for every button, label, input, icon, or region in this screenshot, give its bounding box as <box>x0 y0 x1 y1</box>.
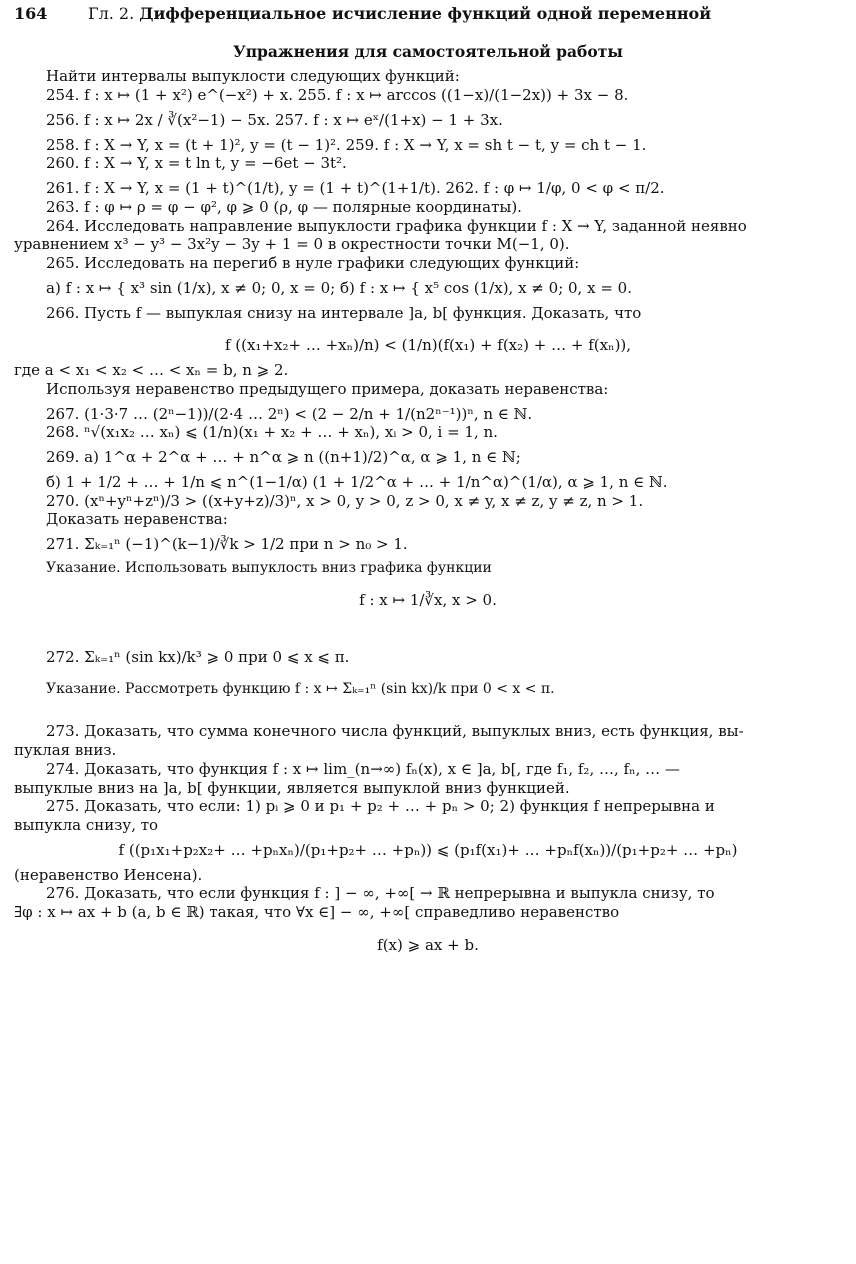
exercise-273-line2: пуклая вниз. <box>14 741 117 760</box>
exercise-256-257: 256. f : x ↦ 2x / ∛(x²−1) − 5x. 257. f : x ↦ eˣ/(1+x) − 1 + 3x. <box>46 110 503 129</box>
hint-271: Указание. Использовать выпуклость вниз графика функции <box>46 559 492 576</box>
exercise-268: 268. ⁿ√(x₁x₂ … xₙ) ⩽ (1/n)(x₁ + x₂ + … + xₙ), xᵢ > 0, i = 1, n. <box>46 423 498 442</box>
exercise-266: 266. Пусть f — выпуклая снизу на интервале ]a, b[ функция. Доказать, что <box>46 303 642 322</box>
exercise-274-line2: выпуклые вниз на ]a, b[ функции, является выпуклой вниз функцией. <box>14 778 570 797</box>
intro-text: Найти интервалы выпуклости следующих функций: <box>46 67 460 86</box>
exercise-273-line1: 273. Доказать, что сумма конечного числа функций, выпуклых вниз, есть функция, вы- <box>46 722 744 741</box>
exercise-276-line1: 276. Доказать, что если функция f : ] − ∞, +∞[ → ℝ непрерывна и выпукла снизу, то <box>46 884 715 903</box>
jensen-inequality: f ((p₁x₁+p₂x₂+ … +pₙxₙ)/(p₁+p₂+ … +pₙ)) ⩽ (p₁f(x₁)+ … +pₙf(xₙ))/(p₁+p₂+ … +pₙ) <box>118 840 738 859</box>
exercise-270: 270. (xⁿ+yⁿ+zⁿ)/3 > ((x+y+z)/3)ⁿ, x > 0, y > 0, z > 0, x ≠ y, x ≠ z, y ≠ z, n > 1. <box>46 491 644 510</box>
exercise-272: 272. Σₖ₌₁ⁿ (sin kx)/k³ ⩾ 0 при 0 ⩽ x ⩽ π. <box>46 648 350 667</box>
exercise-258-259: 258. f : X → Y, x = (t + 1)², y = (t − 1)². 259. f : X → Y, x = sh t − t, y = ch t − 1. <box>46 135 647 154</box>
exercise-267: 267. (1·3·7 … (2ⁿ−1))/(2·4 … 2ⁿ) < (2 − 2/n + 1/(n2ⁿ⁻¹))ⁿ, n ∈ ℕ. <box>46 404 533 423</box>
chapter-prefix: Гл. 2. <box>88 4 135 23</box>
exercise-265-cases: а) f : x ↦ { x³ sin (1/x), x ≠ 0; 0, x = 0; б) f : x ↦ { x⁵ cos (1/x), x ≠ 0; 0, x = 0. <box>46 278 632 297</box>
exercise-274-line1: 274. Доказать, что функция f : x ↦ lim_(n→∞) fₙ(x), x ∈ ]a, b[, где f₁, f₂, …, fₙ, … — <box>46 759 680 778</box>
exercise-266-inequality: f ((x₁+x₂+ … +xₙ)/n) < (1/n)(f(x₁) + f(x₂) + … + f(xₙ)), <box>224 336 632 355</box>
page-header <box>14 4 842 32</box>
exercise-264-line1: 264. Исследовать направление выпуклости графика функции f : X → Y, заданной неявно <box>46 216 747 235</box>
exercise-263: 263. f : φ ↦ ρ = φ − φ², φ ⩾ 0 (ρ, φ — полярные координаты). <box>46 197 522 216</box>
chapter-title: Дифференциальное исчисление функций одной переменной <box>139 4 712 23</box>
hint-272: Указание. Рассмотреть функцию f : x ↦ Σₖ₌₁ⁿ (sin kx)/k при 0 < x < π. <box>46 680 555 697</box>
exercise-269b: б) 1 + 1/2 + … + 1/n ⩽ n^(1−1/α) (1 + 1/2^α + … + 1/n^α)^(1/α), α ⩾ 1, n ∈ ℕ. <box>46 472 668 491</box>
exercise-276-line2: ∃φ : x ↦ ax + b (a, b ∈ ℝ) такая, что ∀x ∈] − ∞, +∞[ справедливо неравенство <box>14 903 620 922</box>
exercise-260: 260. f : X → Y, x = t ln t, y = −6et − 3t². <box>46 154 347 173</box>
exercise-271: 271. Σₖ₌₁ⁿ (−1)^(k−1)/∛k > 1/2 при n > n₀ > 1. <box>46 535 408 554</box>
chapter-heading <box>88 4 711 24</box>
exercise-265: 265. Исследовать на перегиб в нуле графики следующих функций: <box>46 254 580 273</box>
prove-text: Доказать неравенства: <box>46 510 228 529</box>
exercise-276-inequality: f(x) ⩾ ax + b. <box>377 935 479 954</box>
exercise-275-line1: 275. Доказать, что если: 1) pᵢ ⩾ 0 и p₁ + p₂ + … + pₙ > 0; 2) функция f непрерывна и <box>46 797 715 816</box>
exercise-254-255: 254. f : x ↦ (1 + x²) e^(−x²) + x. 255. f : x ↦ arccos ((1−x)/(1−2x)) + 3x − 8. <box>46 86 629 105</box>
page-number: 164 <box>14 4 48 23</box>
document-page <box>14 4 842 955</box>
section-title: Упражнения для самостоятельной работы <box>233 42 623 61</box>
exercise-264-line2: уравнением x³ − y³ − 3x²y − 3y + 1 = 0 в окрестности точки M(−1, 0). <box>14 235 570 254</box>
exercise-275-line3: (неравенство Иенсена). <box>14 865 203 884</box>
exercise-261-262: 261. f : X → Y, x = (1 + t)^(1/t), y = (1 + t)^(1+1/t). 262. f : φ ↦ 1/φ, 0 < φ < π/2. <box>46 179 665 198</box>
using-previous-text: Используя неравенство предыдущего примера, доказать неравенства: <box>46 379 609 398</box>
hint-271-function: f : x ↦ 1/∛x, x > 0. <box>359 591 497 610</box>
exercise-275-line2: выпукла снизу, то <box>14 816 159 835</box>
exercise-269a: 269. а) 1^α + 2^α + … + n^α ⩾ n ((n+1)/2)^α, α ⩾ 1, n ∈ ℕ; <box>46 448 521 467</box>
exercise-266-condition: где a < x₁ < x₂ < … < xₙ = b, n ⩾ 2. <box>14 361 289 380</box>
